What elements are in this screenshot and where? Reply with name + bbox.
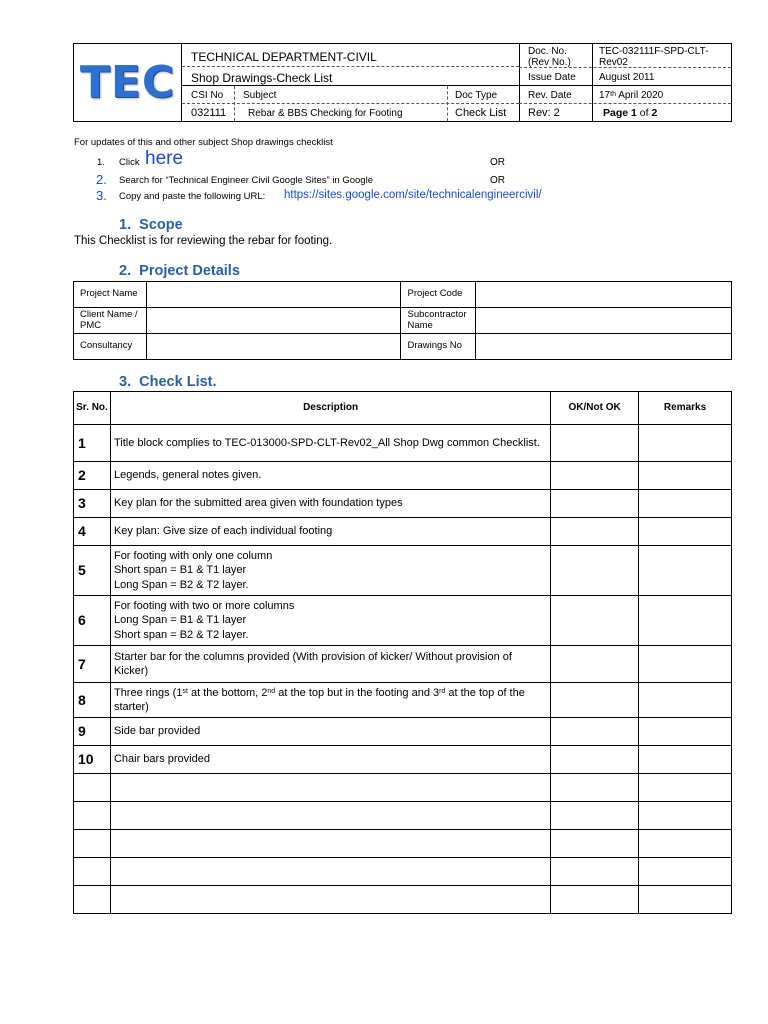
table-row xyxy=(74,830,732,858)
table-row xyxy=(74,596,732,646)
document-title: Shop Drawings-Check List xyxy=(191,71,333,85)
item-description-line: For footing with only one column xyxy=(113,549,273,562)
csi-value: 032111 xyxy=(191,107,227,119)
item-description xyxy=(110,683,550,718)
table-row xyxy=(74,308,732,334)
table-row xyxy=(74,334,732,360)
rev-date-label: Rev. Date xyxy=(528,90,572,101)
item-description: Key plan for the submitted area given with foundation types xyxy=(110,490,550,518)
remarks-cell[interactable] xyxy=(639,774,732,802)
drawings-no-label: Drawings No xyxy=(401,334,476,360)
item-description-part: Three rings (1 xyxy=(113,686,183,699)
rev-date-day: 17 xyxy=(599,90,611,101)
project-details-heading-number: 2. xyxy=(119,263,132,279)
remarks-cell[interactable] xyxy=(639,596,732,646)
item-description-line: Short span = B2 & T2 layer. xyxy=(113,628,249,641)
item-description: Chair bars provided xyxy=(110,746,550,774)
remarks-cell[interactable] xyxy=(639,518,732,546)
ok-not-ok-cell[interactable] xyxy=(551,596,639,646)
step3-text: Copy and paste the following URL: xyxy=(119,191,266,202)
step2-text: Search for “Technical Engineer Civil Google Sites” in Google xyxy=(119,175,373,186)
issue-date-value: August 2011 xyxy=(599,72,655,83)
ordinal-suffix: st xyxy=(182,687,188,695)
remarks-cell[interactable] xyxy=(639,646,732,683)
item-number: 4 xyxy=(74,518,111,546)
item-description-part: at the top of the starter) xyxy=(113,686,525,713)
rev-number: Rev: 2 xyxy=(528,107,560,119)
remarks-cell[interactable] xyxy=(639,802,732,830)
remarks-cell[interactable] xyxy=(639,683,732,718)
table-row xyxy=(74,462,732,490)
ok-not-ok-cell[interactable] xyxy=(551,886,639,914)
item-number xyxy=(74,802,111,830)
item-description xyxy=(110,546,550,596)
checklist-heading-number: 3. xyxy=(119,374,132,390)
drawings-no-field[interactable] xyxy=(476,334,732,360)
project-details-heading-text: Project Details xyxy=(139,263,240,279)
remarks-cell[interactable] xyxy=(639,746,732,774)
item-description-line: For footing with two or more columns xyxy=(113,599,295,612)
logo-cell xyxy=(74,44,182,121)
table-row xyxy=(74,646,732,683)
docno-value-line1: TEC-032111F-SPD-CLT- xyxy=(599,46,709,57)
url-link[interactable]: https://sites.google.com/site/technicalengineercivil/ xyxy=(284,189,542,201)
page-number: 1 xyxy=(631,107,637,119)
ordinal-suffix: rd xyxy=(439,687,446,695)
table-row xyxy=(74,858,732,886)
item-number xyxy=(74,858,111,886)
item-description-line: Long Span = B2 & T2 layer. xyxy=(113,578,249,591)
page-total: 2 xyxy=(651,107,658,119)
remarks-cell[interactable] xyxy=(639,490,732,518)
subcontractor-name-label: Subcontractor Name xyxy=(401,308,476,334)
project-code-label: Project Code xyxy=(401,282,476,308)
item-number: 10 xyxy=(74,746,111,774)
item-description-line: Short span = B1 & T1 layer xyxy=(113,564,247,577)
ok-not-ok-cell[interactable] xyxy=(551,518,639,546)
step1-or: OR xyxy=(490,157,505,168)
ok-not-ok-cell[interactable] xyxy=(551,746,639,774)
remarks-cell[interactable] xyxy=(639,462,732,490)
ok-not-ok-cell[interactable] xyxy=(551,858,639,886)
client-name-field[interactable] xyxy=(146,308,401,334)
doctype-value: Check List xyxy=(455,107,507,119)
table-row xyxy=(74,774,732,802)
project-name-label: Project Name xyxy=(74,282,147,308)
remarks-cell[interactable] xyxy=(639,858,732,886)
col-ok-not-ok: OK/Not OK xyxy=(551,392,639,425)
table-row xyxy=(74,546,732,596)
ordinal-suffix: nd xyxy=(267,687,276,695)
item-description xyxy=(110,774,550,802)
table-row xyxy=(74,425,732,462)
item-number: 2 xyxy=(74,462,111,490)
page-indicator xyxy=(599,106,661,121)
client-name-label: Client Name / PMC xyxy=(74,308,147,334)
col-description: Description xyxy=(110,392,550,425)
item-number xyxy=(74,886,111,914)
project-name-field[interactable] xyxy=(146,282,401,308)
rev-date-value xyxy=(595,88,667,103)
ok-not-ok-cell[interactable] xyxy=(551,462,639,490)
subject-label: Subject xyxy=(243,90,277,101)
table-row xyxy=(74,802,732,830)
remarks-cell[interactable] xyxy=(639,830,732,858)
step1-number: 1. xyxy=(97,157,105,168)
rev-date-rest: April 2020 xyxy=(615,90,664,101)
checklist-table xyxy=(73,391,732,914)
page-of: of xyxy=(636,107,652,119)
item-number: 9 xyxy=(74,718,111,746)
item-description-part: at the bottom, 2 xyxy=(187,686,268,699)
remarks-cell[interactable] xyxy=(639,546,732,596)
item-description: Side bar provided xyxy=(110,718,550,746)
scope-heading-number: 1. xyxy=(119,217,132,233)
item-number: 6 xyxy=(74,596,111,646)
scope-text: This Checklist is for reviewing the rebar for footing. xyxy=(74,235,333,247)
item-description: Starter bar for the columns provided (With provision of kicker/ Without provision of Kicker) xyxy=(110,646,550,683)
page-word: Page xyxy=(603,107,629,119)
scope-heading xyxy=(119,217,183,233)
item-description xyxy=(110,858,550,886)
table-row xyxy=(74,490,732,518)
ok-not-ok-cell[interactable] xyxy=(551,718,639,746)
issue-date-label: Issue Date xyxy=(528,72,576,83)
ok-not-ok-cell[interactable] xyxy=(551,425,639,462)
checklist-header-row xyxy=(74,392,732,425)
docno-value-line2: Rev02 xyxy=(599,57,628,68)
item-description-line: Long Span = B1 & T1 layer xyxy=(113,614,247,627)
item-number: 7 xyxy=(74,646,111,683)
document-header xyxy=(73,43,732,122)
ok-not-ok-cell[interactable] xyxy=(551,490,639,518)
department-title: TECHNICAL DEPARTMENT-CIVIL xyxy=(191,50,377,64)
project-code-field[interactable] xyxy=(476,282,732,308)
subcontractor-name-field[interactable] xyxy=(476,308,732,334)
csi-label: CSI No xyxy=(191,90,224,101)
item-description xyxy=(110,596,550,646)
step1-text: Click xyxy=(119,157,140,168)
remarks-cell[interactable] xyxy=(639,425,732,462)
table-row xyxy=(74,718,732,746)
item-description xyxy=(110,886,550,914)
item-number xyxy=(74,830,111,858)
ok-not-ok-cell[interactable] xyxy=(551,646,639,683)
item-description: Key plan: Give size of each individual footing xyxy=(110,518,550,546)
subject-value: Rebar & BBS Checking for Footing xyxy=(248,108,403,119)
docno-value xyxy=(595,44,712,70)
ok-not-ok-cell[interactable] xyxy=(551,830,639,858)
ok-not-ok-cell[interactable] xyxy=(551,683,639,718)
here-link[interactable]: here xyxy=(145,148,184,169)
scope-heading-text: Scope xyxy=(139,217,183,233)
table-row xyxy=(74,683,732,718)
remarks-cell[interactable] xyxy=(639,886,732,914)
ok-not-ok-cell[interactable] xyxy=(551,774,639,802)
consultancy-label: Consultancy xyxy=(74,334,147,360)
project-details-heading xyxy=(119,263,240,279)
item-description: Title block complies to TEC-013000-SPD-CLT-Rev02_All Shop Dwg common Checklist. xyxy=(110,425,550,462)
docno-label-line1: Doc. No. xyxy=(528,46,567,57)
updates-intro: For updates of this and other subject Shop drawings checklist xyxy=(74,137,333,148)
table-row xyxy=(74,282,732,308)
rev-date-sup: th xyxy=(610,91,616,98)
item-number xyxy=(74,774,111,802)
table-row xyxy=(74,746,732,774)
item-number: 8 xyxy=(74,683,111,718)
step2-number: 2. xyxy=(96,172,107,187)
item-number: 1 xyxy=(74,425,111,462)
item-description: Legends, general notes given. xyxy=(110,462,550,490)
checklist-heading-text: Check List. xyxy=(139,374,217,390)
checklist-body xyxy=(74,425,732,914)
doctype-label: Doc Type xyxy=(455,90,498,101)
checklist-heading xyxy=(119,374,217,390)
item-description xyxy=(110,830,550,858)
step3-number: 3. xyxy=(96,188,107,203)
remarks-cell[interactable] xyxy=(639,718,732,746)
ok-not-ok-cell[interactable] xyxy=(551,802,639,830)
docno-label-line2: (Rev No.) xyxy=(528,57,571,68)
docno-label xyxy=(524,44,575,70)
item-description-part: at the top but in the footing and 3 xyxy=(275,686,440,699)
item-number: 5 xyxy=(74,546,111,596)
item-description xyxy=(110,802,550,830)
consultancy-field[interactable] xyxy=(146,334,401,360)
project-details-table xyxy=(73,281,732,360)
ok-not-ok-cell[interactable] xyxy=(551,546,639,596)
step2-or: OR xyxy=(490,175,505,186)
col-sr-no: Sr. No. xyxy=(74,392,111,425)
item-number: 3 xyxy=(74,490,111,518)
tec-logo: TEC xyxy=(79,57,176,108)
table-row xyxy=(74,518,732,546)
table-row xyxy=(74,886,732,914)
col-remarks: Remarks xyxy=(639,392,732,425)
